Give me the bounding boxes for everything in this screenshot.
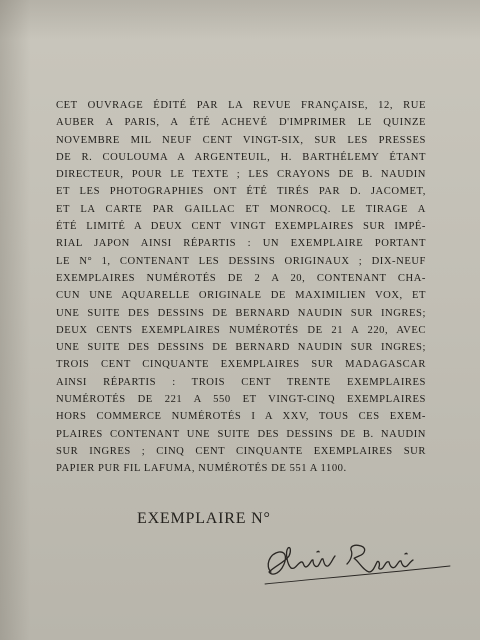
colophon-line: ET LES PHOTOGRAPHIES ONT ÉTÉ TIRÉS PAR D. JACOMET, [56,186,426,198]
colophon-line: NUMÉROTÉS DE 221 A 550 ET VINGT-CINQ EXEMPLAIRES [56,394,426,406]
colophon-line: RIAL JAPON AINSI RÉPARTIS : UN EXEMPLAIRE PORTANT [56,238,426,250]
colophon-line: DEUX CENTS EXEMPLAIRES NUMÉROTÉS DE 21 A 220, AVEC [56,324,426,336]
page-shadow-left [0,0,30,640]
colophon-line: TROIS CENT CINQUANTE EXEMPLAIRES SUR MADAGASCAR [56,359,426,371]
colophon-line: AINSI RÉPARTIS : TROIS CENT TRENTE EXEMPLAIRES [56,376,426,388]
colophon-line: HORS COMMERCE NUMÉROTÉS I A XXV, TOUS CES EXEM- [56,411,426,423]
page-shadow-top [0,0,480,40]
colophon-line: UNE SUITE DES DESSINS DE BERNARD NAUDIN SUR INGRES; [56,307,426,319]
colophon-line: DIRECTEUR, POUR LE TEXTE ; LES CRAYONS DE B. NAUDIN [56,169,426,181]
colophon-line: CET OUVRAGE ÉDITÉ PAR LA REVUE FRANÇAISE, 12, RUE [56,100,426,111]
colophon-line: ET LA CARTE PAR GAILLAC ET MONROCQ. LE TIRAGE A [56,203,426,215]
colophon-line: ÉTÉ LIMITÉ A DEUX CENT VINGT EXEMPLAIRES SUR IMPÉ- [56,221,426,233]
colophon-text [56,97,426,478]
colophon-line: PAPIER PUR FIL LAFUMA, NUMÉROTÉS DE 551 A 1100. [56,463,347,475]
colophon-line: UNE SUITE DES DESSINS DE BERNARD NAUDIN SUR INGRES; [56,342,426,354]
colophon-line: PLAIRES CONTENANT UNE SUITE DES DESSINS DE B. NAUDIN [56,428,426,440]
colophon-line: SUR INGRES ; CINQ CENT CINQUANTE EXEMPLAIRES SUR [56,445,426,457]
colophon-line: AUBER A PARIS, A ÉTÉ ACHEVÉ D'IMPRIMER LE QUINZE [56,117,426,129]
exemplaire-number-label: EXEMPLAIRE N° [137,510,271,527]
colophon-line: NOVEMBRE MIL NEUF CENT VINGT-SIX, SUR LES PRESSES [56,134,426,146]
colophon-line: EXEMPLAIRES NUMÉROTÉS DE 2 A 20, CONTENANT CHA- [56,272,426,284]
colophon-line: LE N° 1, CONTENANT LES DESSINS ORIGINAUX ; DIX-NEUF [56,255,426,267]
colophon-line: CUN UNE AQUARELLE ORIGINALE DE MAXIMILIEN VOX, ET [56,290,426,302]
colophon-line: DE R. COULOUMA A ARGENTEUIL, H. BARTHÉLEMY ÉTANT [56,151,426,163]
handwritten-signature [255,526,455,596]
